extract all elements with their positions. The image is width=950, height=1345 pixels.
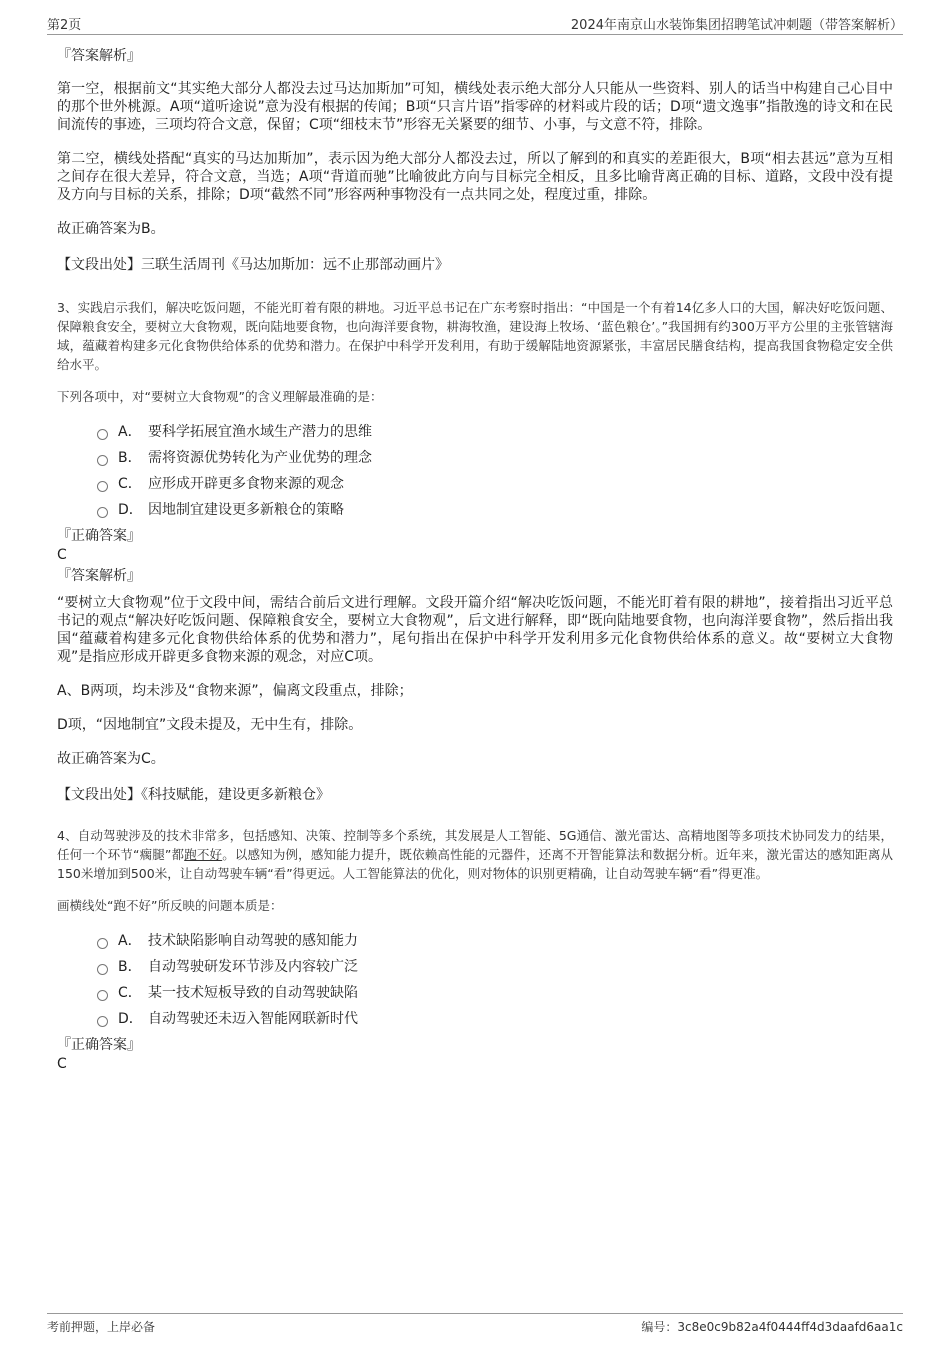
page-header (47, 12, 903, 35)
option-letter: A． (118, 933, 142, 949)
question-3-options (97, 418, 893, 522)
document-title: 2024年南京山水装饰集团招聘笔试冲刺题（带答案解析） (570, 18, 903, 33)
analysis-paragraph: 第二空，横线处搭配“真实的马达加斯加”，表示因为绝大部分人都没去过，所以了解到的和真实的差距很大，B项“相去甚远”意为互相之间存在很大差异，符合文意，当选；A项“背道而驰”比喻彼此方向与目标完全相反，且多比喻背离正确的目标、道路，文段中没有提及方向与目标的关系，排除；D项“截然不同”形容两种事物没有一点共同之处，程度过重，排除。 (57, 151, 893, 203)
option-d[interactable] (97, 1005, 893, 1031)
analysis-paragraph: “要树立大食物观”位于文段中间，需结合前后文进行理解。文段开篇介绍“解决吃饭问题，不能光盯着有限的耕地”，接着指出习近平总书记的观点“解决好吃饭问题、保障粮食安全，要树立大食物观”，后文进行解释，即“既向陆地要食物，也向海洋要食物”，然后指出我国“蕴藏着构建多元化食物供给体系的优势和潜力”，尾句指出在保护中科学开发利用多元化食物供给体系的意义。故“要树立大食物观”是指应形成开辟更多食物来源的观念，对应C项。 (57, 595, 893, 665)
option-text: 需将资源优势转化为产业优势的理念 (148, 450, 372, 466)
question-3-prompt: 下列各项中，对“要树立大食物观”的含义理解最准确的是： (57, 389, 383, 404)
option-a[interactable] (97, 418, 893, 444)
page-number: 第2页 (47, 18, 82, 33)
document-id: 编号：3c8e0c9b82a4f0444ff4d3daafd6aa1c (641, 1320, 903, 1334)
option-text: 因地制宜建设更多新粮仓的策略 (148, 502, 344, 518)
option-a[interactable] (97, 927, 893, 953)
passage-source: 【文段出处】《科技赋能，建设更多新粮仓》 (57, 787, 330, 803)
correct-answer: C (57, 547, 67, 563)
question-3-text: 3、实践启示我们，解决吃饭问题，不能光盯着有限的耕地。习近平总书记在广东考察时指出：“中国是一个有着14亿多人口的大国，解决好吃饭问题、保障粮食安全，要树立大食物观，既向陆地要食物，也向海洋要食物，耕海牧渔，建设海上牧场、‘蓝色粮仓’。”我国拥有约300万平方公里的主张管辖海域，蕴藏着构建多元化食物供给体系的优势和潜力。在保护中科学开发利用，有助于缓解陆地资源紧张，丰富居民膳食结构，提高我国食物稳定安全供给水平。 (57, 300, 893, 372)
option-text: 某一技术短板导致的自动驾驶缺陷 (148, 985, 358, 1001)
question-4-text-start: 4、自动驾驶涉及的技术非常多，包括感知、决策、控制等多个系统，其发展是人工智能、5G通信、激光雷达、高精地图等多项技术协同发力的结果，任何一个环节“瘸腿”都 (57, 828, 893, 862)
question-4-prompt: 画横线处“跑不好”所反映的问题本质是： (57, 898, 283, 913)
radio-button[interactable] (97, 990, 108, 1001)
page-footer (47, 1313, 903, 1336)
option-letter: A． (118, 424, 142, 440)
option-letter: C． (118, 985, 142, 1001)
option-text: 应形成开辟更多食物来源的观念 (148, 476, 344, 492)
analysis-label: 『答案解析』 (57, 568, 141, 584)
option-text: 自动驾驶研发环节涉及内容较广泛 (148, 959, 358, 975)
option-letter: D． (118, 1011, 143, 1027)
option-c[interactable] (97, 470, 893, 496)
option-letter: B． (118, 959, 142, 975)
option-letter: B． (118, 450, 142, 466)
radio-button[interactable] (97, 455, 108, 466)
radio-button[interactable] (97, 429, 108, 440)
radio-button[interactable] (97, 481, 108, 492)
analysis-paragraph: 第一空，根据前文“其实绝大部分人都没去过马达加斯加”可知，横线处表示绝大部分人只能从一些资料、别人的话当中构建自己心目中的那个世外桃源。A项“道听途说”意为没有根据的传闻；B项“只言片语”指零碎的材料或片段的话；D项“遗文逸事”指散逸的诗文和在民间流传的事迹，三项均符合文意，保留；C项“细枝末节”形容无关紧要的细节、小事，与文意不符，排除。 (57, 81, 893, 133)
analysis-label: 『答案解析』 (57, 48, 141, 64)
correct-answer: C (57, 1056, 67, 1072)
option-text: 自动驾驶还未迈入智能网联新时代 (148, 1011, 358, 1027)
passage-source: 【文段出处】三联生活周刊《马达加斯加：远不止那部动画片》 (57, 257, 449, 273)
question-4-text (57, 826, 893, 883)
radio-button[interactable] (97, 938, 108, 949)
option-text: 要科学拓展宜渔水域生产潜力的思维 (148, 424, 372, 440)
answer-conclusion: 故正确答案为B。 (57, 221, 165, 237)
answer-conclusion: 故正确答案为C。 (57, 751, 165, 767)
option-letter: C． (118, 476, 142, 492)
option-b[interactable] (97, 953, 893, 979)
radio-button[interactable] (97, 964, 108, 975)
document-body (57, 46, 893, 1073)
correct-answer-label: 『正确答案』 (57, 528, 141, 544)
footer-slogan: 考前押题，上岸必备 (47, 1320, 156, 1334)
analysis-paragraph: D项，“因地制宜”文段未提及，无中生有，排除。 (57, 717, 363, 733)
correct-answer-label: 『正确答案』 (57, 1037, 141, 1053)
analysis-paragraph: A、B两项，均未涉及“食物来源”，偏离文段重点，排除； (57, 683, 413, 699)
question-4-text-end: 。以感知为例，感知能力提升，既依赖高性能的元器件，还离不开智能算法和数据分析。近年来，激光雷达的感知距离从150米增加到500米，让自动驾驶车辆“看”得更远。人工智能算法的优化，则对物体的识别更精确，让自动驾驶车辆“看”得更准。 (57, 847, 893, 881)
question-4-options (97, 927, 893, 1031)
option-c[interactable] (97, 979, 893, 1005)
radio-button[interactable] (97, 1016, 108, 1027)
option-text: 技术缺陷影响自动驾驶的感知能力 (148, 933, 358, 949)
radio-button[interactable] (97, 507, 108, 518)
option-b[interactable] (97, 444, 893, 470)
option-d[interactable] (97, 496, 893, 522)
option-letter: D． (118, 502, 143, 518)
underlined-phrase: 跑不好 (184, 847, 223, 862)
